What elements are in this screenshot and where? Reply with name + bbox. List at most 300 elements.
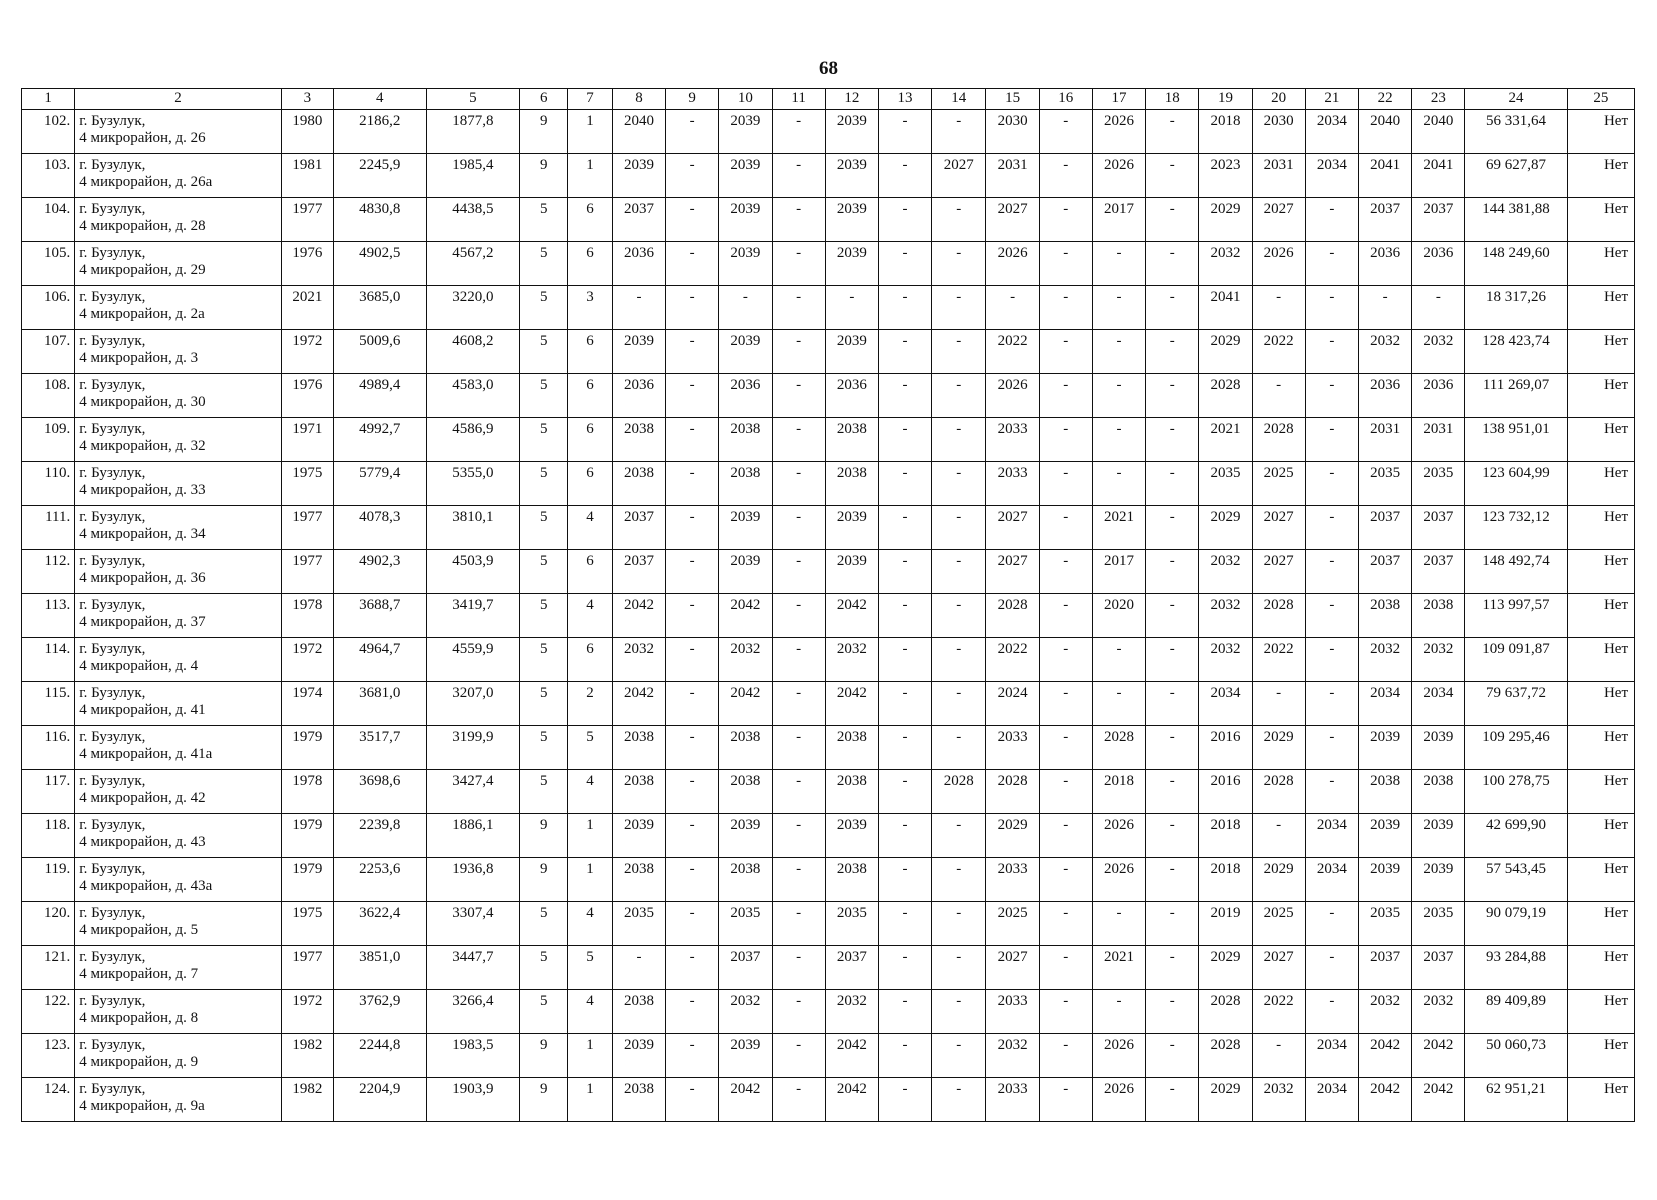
cell-col-18: -	[1146, 814, 1199, 858]
cell-col-18: -	[1146, 1034, 1199, 1078]
column-header-18: 18	[1146, 89, 1199, 110]
cell-col-17: -	[1092, 374, 1145, 418]
row-number: 102.	[22, 110, 75, 154]
cell-col-14: -	[932, 550, 986, 594]
column-header-8: 8	[612, 89, 665, 110]
address-city: г. Бузулук,	[79, 949, 146, 965]
address-street: 4 микрорайон, д. 5	[79, 922, 199, 938]
address-cell	[75, 902, 282, 946]
address-cell	[75, 1078, 282, 1122]
column-header-24: 24	[1465, 89, 1567, 110]
table-row	[22, 330, 1635, 374]
cell-col-3: 1972	[281, 990, 333, 1034]
cell-col-4: 2186,2	[333, 110, 426, 154]
address-city: г. Бузулук,	[79, 553, 146, 569]
cell-col-11: -	[772, 418, 825, 462]
cell-col-22: -	[1358, 286, 1411, 330]
cell-col-10: 2035	[719, 902, 772, 946]
cell-col-4: 4902,3	[333, 550, 426, 594]
cell-col-13: -	[878, 198, 931, 242]
cell-col-10: 2039	[719, 110, 772, 154]
cell-col-14: -	[932, 638, 986, 682]
flag-cell: Нет	[1567, 198, 1634, 242]
cell-col-3: 1972	[281, 330, 333, 374]
cost-cell: 148 492,74	[1465, 550, 1567, 594]
cell-col-15: 2028	[986, 594, 1039, 638]
address-city: г. Бузулук,	[79, 201, 146, 217]
cell-col-12: 2039	[825, 550, 878, 594]
cell-col-18: -	[1146, 946, 1199, 990]
cell-col-21: -	[1305, 990, 1358, 1034]
flag-cell: Нет	[1567, 110, 1634, 154]
address-city: г. Бузулук,	[79, 1037, 146, 1053]
cell-col-15: 2033	[986, 990, 1039, 1034]
cell-col-16: -	[1039, 902, 1092, 946]
cell-col-12: 2042	[825, 1078, 878, 1122]
cell-col-15: 2027	[986, 506, 1039, 550]
cell-col-6: 9	[520, 1034, 568, 1078]
address-street: 4 микрорайон, д. 4	[79, 658, 199, 674]
column-header-2: 2	[75, 89, 282, 110]
cell-col-19: 2023	[1199, 154, 1252, 198]
address-street: 4 микрорайон, д. 2а	[79, 306, 205, 322]
flag-cell: Нет	[1567, 902, 1634, 946]
cell-col-7: 1	[568, 1078, 613, 1122]
cell-col-19: 2034	[1199, 682, 1252, 726]
cell-col-20: -	[1252, 1034, 1305, 1078]
cell-col-22: 2032	[1358, 330, 1411, 374]
cell-col-22: 2035	[1358, 462, 1411, 506]
cell-col-19: 2018	[1199, 110, 1252, 154]
cell-col-22: 2039	[1358, 814, 1411, 858]
cell-col-6: 9	[520, 858, 568, 902]
address-city: г. Бузулук,	[79, 509, 146, 525]
cell-col-21: -	[1305, 682, 1358, 726]
row-number: 109.	[22, 418, 75, 462]
cell-col-20: 2030	[1252, 110, 1305, 154]
cell-col-7: 6	[568, 638, 613, 682]
cell-col-20: 2025	[1252, 462, 1305, 506]
cell-col-12: 2038	[825, 462, 878, 506]
cost-cell: 90 079,19	[1465, 902, 1567, 946]
address-cell	[75, 286, 282, 330]
cell-col-7: 6	[568, 374, 613, 418]
address-city: г. Бузулук,	[79, 773, 146, 789]
cell-col-12: 2038	[825, 770, 878, 814]
cell-col-15: 2030	[986, 110, 1039, 154]
cell-col-11: -	[772, 858, 825, 902]
cell-col-9: -	[666, 418, 719, 462]
cell-col-13: -	[878, 946, 931, 990]
flag-cell: Нет	[1567, 462, 1634, 506]
cell-col-12: 2039	[825, 154, 878, 198]
cell-col-7: 1	[568, 814, 613, 858]
cell-col-9: -	[666, 1034, 719, 1078]
cell-col-21: -	[1305, 330, 1358, 374]
cell-col-7: 6	[568, 198, 613, 242]
cell-col-9: -	[666, 726, 719, 770]
cell-col-3: 1978	[281, 594, 333, 638]
cell-col-13: -	[878, 506, 931, 550]
table-row	[22, 682, 1635, 726]
cell-col-22: 2036	[1358, 374, 1411, 418]
cell-col-10: 2039	[719, 506, 772, 550]
cell-col-11: -	[772, 594, 825, 638]
cell-col-18: -	[1146, 286, 1199, 330]
cell-col-17: 2017	[1092, 550, 1145, 594]
cell-col-22: 2031	[1358, 418, 1411, 462]
cell-col-20: -	[1252, 814, 1305, 858]
address-cell	[75, 198, 282, 242]
cell-col-12: 2039	[825, 814, 878, 858]
cell-col-14: -	[932, 726, 986, 770]
cell-col-6: 5	[520, 946, 568, 990]
cell-col-21: 2034	[1305, 1078, 1358, 1122]
cell-col-8: -	[612, 286, 665, 330]
flag-cell: Нет	[1567, 418, 1634, 462]
cell-col-16: -	[1039, 330, 1092, 374]
cell-col-17: 2021	[1092, 946, 1145, 990]
column-header-6: 6	[520, 89, 568, 110]
cell-col-17: 2026	[1092, 110, 1145, 154]
row-number: 111.	[22, 506, 75, 550]
cell-col-22: 2041	[1358, 154, 1411, 198]
cell-col-7: 4	[568, 594, 613, 638]
cell-col-12: 2038	[825, 726, 878, 770]
cell-col-8: -	[612, 946, 665, 990]
cell-col-17: -	[1092, 330, 1145, 374]
cell-col-18: -	[1146, 726, 1199, 770]
table-row	[22, 858, 1635, 902]
cell-col-9: -	[666, 242, 719, 286]
cell-col-11: -	[772, 286, 825, 330]
cell-col-10: -	[719, 286, 772, 330]
cell-col-9: -	[666, 770, 719, 814]
cell-col-13: -	[878, 550, 931, 594]
cell-col-11: -	[772, 198, 825, 242]
cell-col-15: 2027	[986, 946, 1039, 990]
address-cell	[75, 550, 282, 594]
cell-col-5: 4503,9	[426, 550, 520, 594]
cell-col-8: 2038	[612, 462, 665, 506]
cost-cell: 69 627,87	[1465, 154, 1567, 198]
cell-col-21: -	[1305, 506, 1358, 550]
cell-col-6: 5	[520, 902, 568, 946]
column-header-4: 4	[333, 89, 426, 110]
table-row	[22, 770, 1635, 814]
address-street: 4 микрорайон, д. 9а	[79, 1098, 205, 1114]
cell-col-16: -	[1039, 550, 1092, 594]
cell-col-21: -	[1305, 374, 1358, 418]
table-row	[22, 110, 1635, 154]
cell-col-21: -	[1305, 594, 1358, 638]
cell-col-22: 2042	[1358, 1078, 1411, 1122]
cell-col-7: 5	[568, 946, 613, 990]
cell-col-18: -	[1146, 198, 1199, 242]
cell-col-9: -	[666, 462, 719, 506]
cell-col-3: 1979	[281, 726, 333, 770]
cell-col-5: 4567,2	[426, 242, 520, 286]
row-number: 117.	[22, 770, 75, 814]
column-header-17: 17	[1092, 89, 1145, 110]
cell-col-10: 2042	[719, 1078, 772, 1122]
flag-cell: Нет	[1567, 550, 1634, 594]
cell-col-21: 2034	[1305, 1034, 1358, 1078]
cell-col-18: -	[1146, 462, 1199, 506]
cell-col-10: 2039	[719, 330, 772, 374]
cell-col-12: 2039	[825, 242, 878, 286]
cell-col-16: -	[1039, 462, 1092, 506]
cell-col-7: 1	[568, 110, 613, 154]
cell-col-21: -	[1305, 550, 1358, 594]
cell-col-20: 2022	[1252, 330, 1305, 374]
cell-col-3: 1981	[281, 154, 333, 198]
cell-col-19: 2029	[1199, 506, 1252, 550]
cell-col-12: 2038	[825, 418, 878, 462]
cell-col-15: -	[986, 286, 1039, 330]
column-header-13: 13	[878, 89, 931, 110]
cost-cell: 123 604,99	[1465, 462, 1567, 506]
cell-col-13: -	[878, 990, 931, 1034]
cell-col-22: 2038	[1358, 770, 1411, 814]
cell-col-11: -	[772, 154, 825, 198]
cell-col-17: -	[1092, 242, 1145, 286]
cell-col-11: -	[772, 462, 825, 506]
cell-col-21: 2034	[1305, 814, 1358, 858]
cell-col-3: 2021	[281, 286, 333, 330]
cell-col-19: 2032	[1199, 550, 1252, 594]
cell-col-13: -	[878, 154, 931, 198]
cell-col-19: 2032	[1199, 242, 1252, 286]
cell-col-18: -	[1146, 506, 1199, 550]
cell-col-8: 2036	[612, 374, 665, 418]
cell-col-6: 9	[520, 1078, 568, 1122]
column-header-5: 5	[426, 89, 520, 110]
address-cell	[75, 462, 282, 506]
cell-col-5: 1903,9	[426, 1078, 520, 1122]
cell-col-3: 1976	[281, 374, 333, 418]
cost-cell: 148 249,60	[1465, 242, 1567, 286]
cell-col-5: 3207,0	[426, 682, 520, 726]
cell-col-16: -	[1039, 946, 1092, 990]
cell-col-9: -	[666, 946, 719, 990]
cost-cell: 109 091,87	[1465, 638, 1567, 682]
cell-col-12: 2042	[825, 1034, 878, 1078]
cell-col-14: -	[932, 374, 986, 418]
cell-col-10: 2042	[719, 682, 772, 726]
row-number: 108.	[22, 374, 75, 418]
cell-col-10: 2037	[719, 946, 772, 990]
cell-col-10: 2038	[719, 858, 772, 902]
cell-col-15: 2033	[986, 462, 1039, 506]
table-row	[22, 242, 1635, 286]
cell-col-6: 5	[520, 286, 568, 330]
cell-col-21: -	[1305, 462, 1358, 506]
cell-col-16: -	[1039, 682, 1092, 726]
cell-col-17: 2017	[1092, 198, 1145, 242]
cell-col-4: 4992,7	[333, 418, 426, 462]
cell-col-9: -	[666, 682, 719, 726]
cell-col-10: 2038	[719, 418, 772, 462]
cell-col-10: 2039	[719, 814, 772, 858]
flag-cell: Нет	[1567, 506, 1634, 550]
cell-col-11: -	[772, 374, 825, 418]
cell-col-23: 2040	[1412, 110, 1465, 154]
cell-col-3: 1978	[281, 770, 333, 814]
cell-col-4: 2253,6	[333, 858, 426, 902]
cell-col-17: -	[1092, 286, 1145, 330]
cell-col-7: 4	[568, 506, 613, 550]
address-cell	[75, 374, 282, 418]
cell-col-21: -	[1305, 946, 1358, 990]
cell-col-7: 1	[568, 154, 613, 198]
cell-col-18: -	[1146, 154, 1199, 198]
cell-col-20: 2027	[1252, 946, 1305, 990]
cell-col-13: -	[878, 462, 931, 506]
cell-col-21: -	[1305, 638, 1358, 682]
cell-col-19: 2018	[1199, 814, 1252, 858]
cell-col-7: 1	[568, 1034, 613, 1078]
cell-col-14: -	[932, 682, 986, 726]
cell-col-6: 5	[520, 990, 568, 1034]
flag-cell: Нет	[1567, 638, 1634, 682]
flag-cell: Нет	[1567, 726, 1634, 770]
cell-col-21: -	[1305, 726, 1358, 770]
cell-col-12: 2036	[825, 374, 878, 418]
cell-col-20: 2027	[1252, 506, 1305, 550]
cell-col-21: -	[1305, 198, 1358, 242]
cell-col-13: -	[878, 770, 931, 814]
cell-col-12: 2032	[825, 638, 878, 682]
cell-col-6: 5	[520, 770, 568, 814]
cell-col-21: -	[1305, 286, 1358, 330]
cost-cell: 100 278,75	[1465, 770, 1567, 814]
column-header-14: 14	[932, 89, 986, 110]
row-number: 122.	[22, 990, 75, 1034]
cell-col-13: -	[878, 418, 931, 462]
address-cell	[75, 814, 282, 858]
cell-col-11: -	[772, 902, 825, 946]
table-row	[22, 990, 1635, 1034]
cell-col-8: 2035	[612, 902, 665, 946]
cell-col-23: 2036	[1412, 242, 1465, 286]
cell-col-14: -	[932, 330, 986, 374]
address-cell	[75, 858, 282, 902]
table-row	[22, 550, 1635, 594]
cell-col-23: 2036	[1412, 374, 1465, 418]
address-street: 4 микрорайон, д. 26	[79, 130, 206, 146]
address-city: г. Бузулук,	[79, 421, 146, 437]
cell-col-22: 2036	[1358, 242, 1411, 286]
cell-col-6: 9	[520, 814, 568, 858]
cost-cell: 138 951,01	[1465, 418, 1567, 462]
cell-col-17: 2026	[1092, 1034, 1145, 1078]
row-number: 112.	[22, 550, 75, 594]
table-row	[22, 1034, 1635, 1078]
cell-col-5: 3810,1	[426, 506, 520, 550]
cell-col-20: 2032	[1252, 1078, 1305, 1122]
cell-col-22: 2037	[1358, 946, 1411, 990]
row-number: 110.	[22, 462, 75, 506]
flag-cell: Нет	[1567, 946, 1634, 990]
cell-col-20: 2022	[1252, 638, 1305, 682]
cell-col-14: -	[932, 858, 986, 902]
address-city: г. Бузулук,	[79, 289, 146, 305]
cell-col-17: -	[1092, 682, 1145, 726]
cell-col-10: 2038	[719, 770, 772, 814]
cost-cell: 123 732,12	[1465, 506, 1567, 550]
cell-col-3: 1979	[281, 814, 333, 858]
cell-col-14: -	[932, 1034, 986, 1078]
cell-col-20: 2022	[1252, 990, 1305, 1034]
address-cell	[75, 330, 282, 374]
address-street: 4 микрорайон, д. 29	[79, 262, 206, 278]
cell-col-4: 5779,4	[333, 462, 426, 506]
cell-col-22: 2037	[1358, 550, 1411, 594]
cell-col-8: 2039	[612, 1034, 665, 1078]
address-cell	[75, 726, 282, 770]
cell-col-4: 2239,8	[333, 814, 426, 858]
cost-cell: 89 409,89	[1465, 990, 1567, 1034]
cell-col-19: 2041	[1199, 286, 1252, 330]
cell-col-5: 1877,8	[426, 110, 520, 154]
address-city: г. Бузулук,	[79, 113, 146, 129]
flag-cell: Нет	[1567, 1034, 1634, 1078]
cell-col-8: 2038	[612, 418, 665, 462]
address-city: г. Бузулук,	[79, 245, 146, 261]
cell-col-21: -	[1305, 418, 1358, 462]
cell-col-3: 1977	[281, 198, 333, 242]
address-city: г. Бузулук,	[79, 861, 146, 877]
cell-col-8: 2036	[612, 242, 665, 286]
cell-col-12: 2039	[825, 110, 878, 154]
cell-col-23: 2037	[1412, 506, 1465, 550]
cell-col-15: 2025	[986, 902, 1039, 946]
cell-col-17: -	[1092, 638, 1145, 682]
cell-col-22: 2042	[1358, 1034, 1411, 1078]
cell-col-23: 2042	[1412, 1034, 1465, 1078]
column-header-16: 16	[1039, 89, 1092, 110]
address-city: г. Бузулук,	[79, 729, 146, 745]
table-row	[22, 638, 1635, 682]
cell-col-4: 4989,4	[333, 374, 426, 418]
cell-col-5: 4438,5	[426, 198, 520, 242]
cell-col-23: 2038	[1412, 770, 1465, 814]
cell-col-20: -	[1252, 286, 1305, 330]
cell-col-8: 2039	[612, 814, 665, 858]
cell-col-21: 2034	[1305, 110, 1358, 154]
address-cell	[75, 154, 282, 198]
address-cell	[75, 242, 282, 286]
column-header-7: 7	[568, 89, 613, 110]
cell-col-18: -	[1146, 550, 1199, 594]
table-row	[22, 154, 1635, 198]
cell-col-14: -	[932, 946, 986, 990]
cell-col-5: 1983,5	[426, 1034, 520, 1078]
column-header-20: 20	[1252, 89, 1305, 110]
cell-col-13: -	[878, 1078, 931, 1122]
cell-col-19: 2028	[1199, 990, 1252, 1034]
header-row	[22, 89, 1635, 110]
cell-col-13: -	[878, 594, 931, 638]
column-header-12: 12	[825, 89, 878, 110]
cost-cell: 56 331,64	[1465, 110, 1567, 154]
cell-col-15: 2027	[986, 198, 1039, 242]
cell-col-23: 2039	[1412, 858, 1465, 902]
table-row	[22, 594, 1635, 638]
cell-col-9: -	[666, 154, 719, 198]
cell-col-3: 1977	[281, 506, 333, 550]
